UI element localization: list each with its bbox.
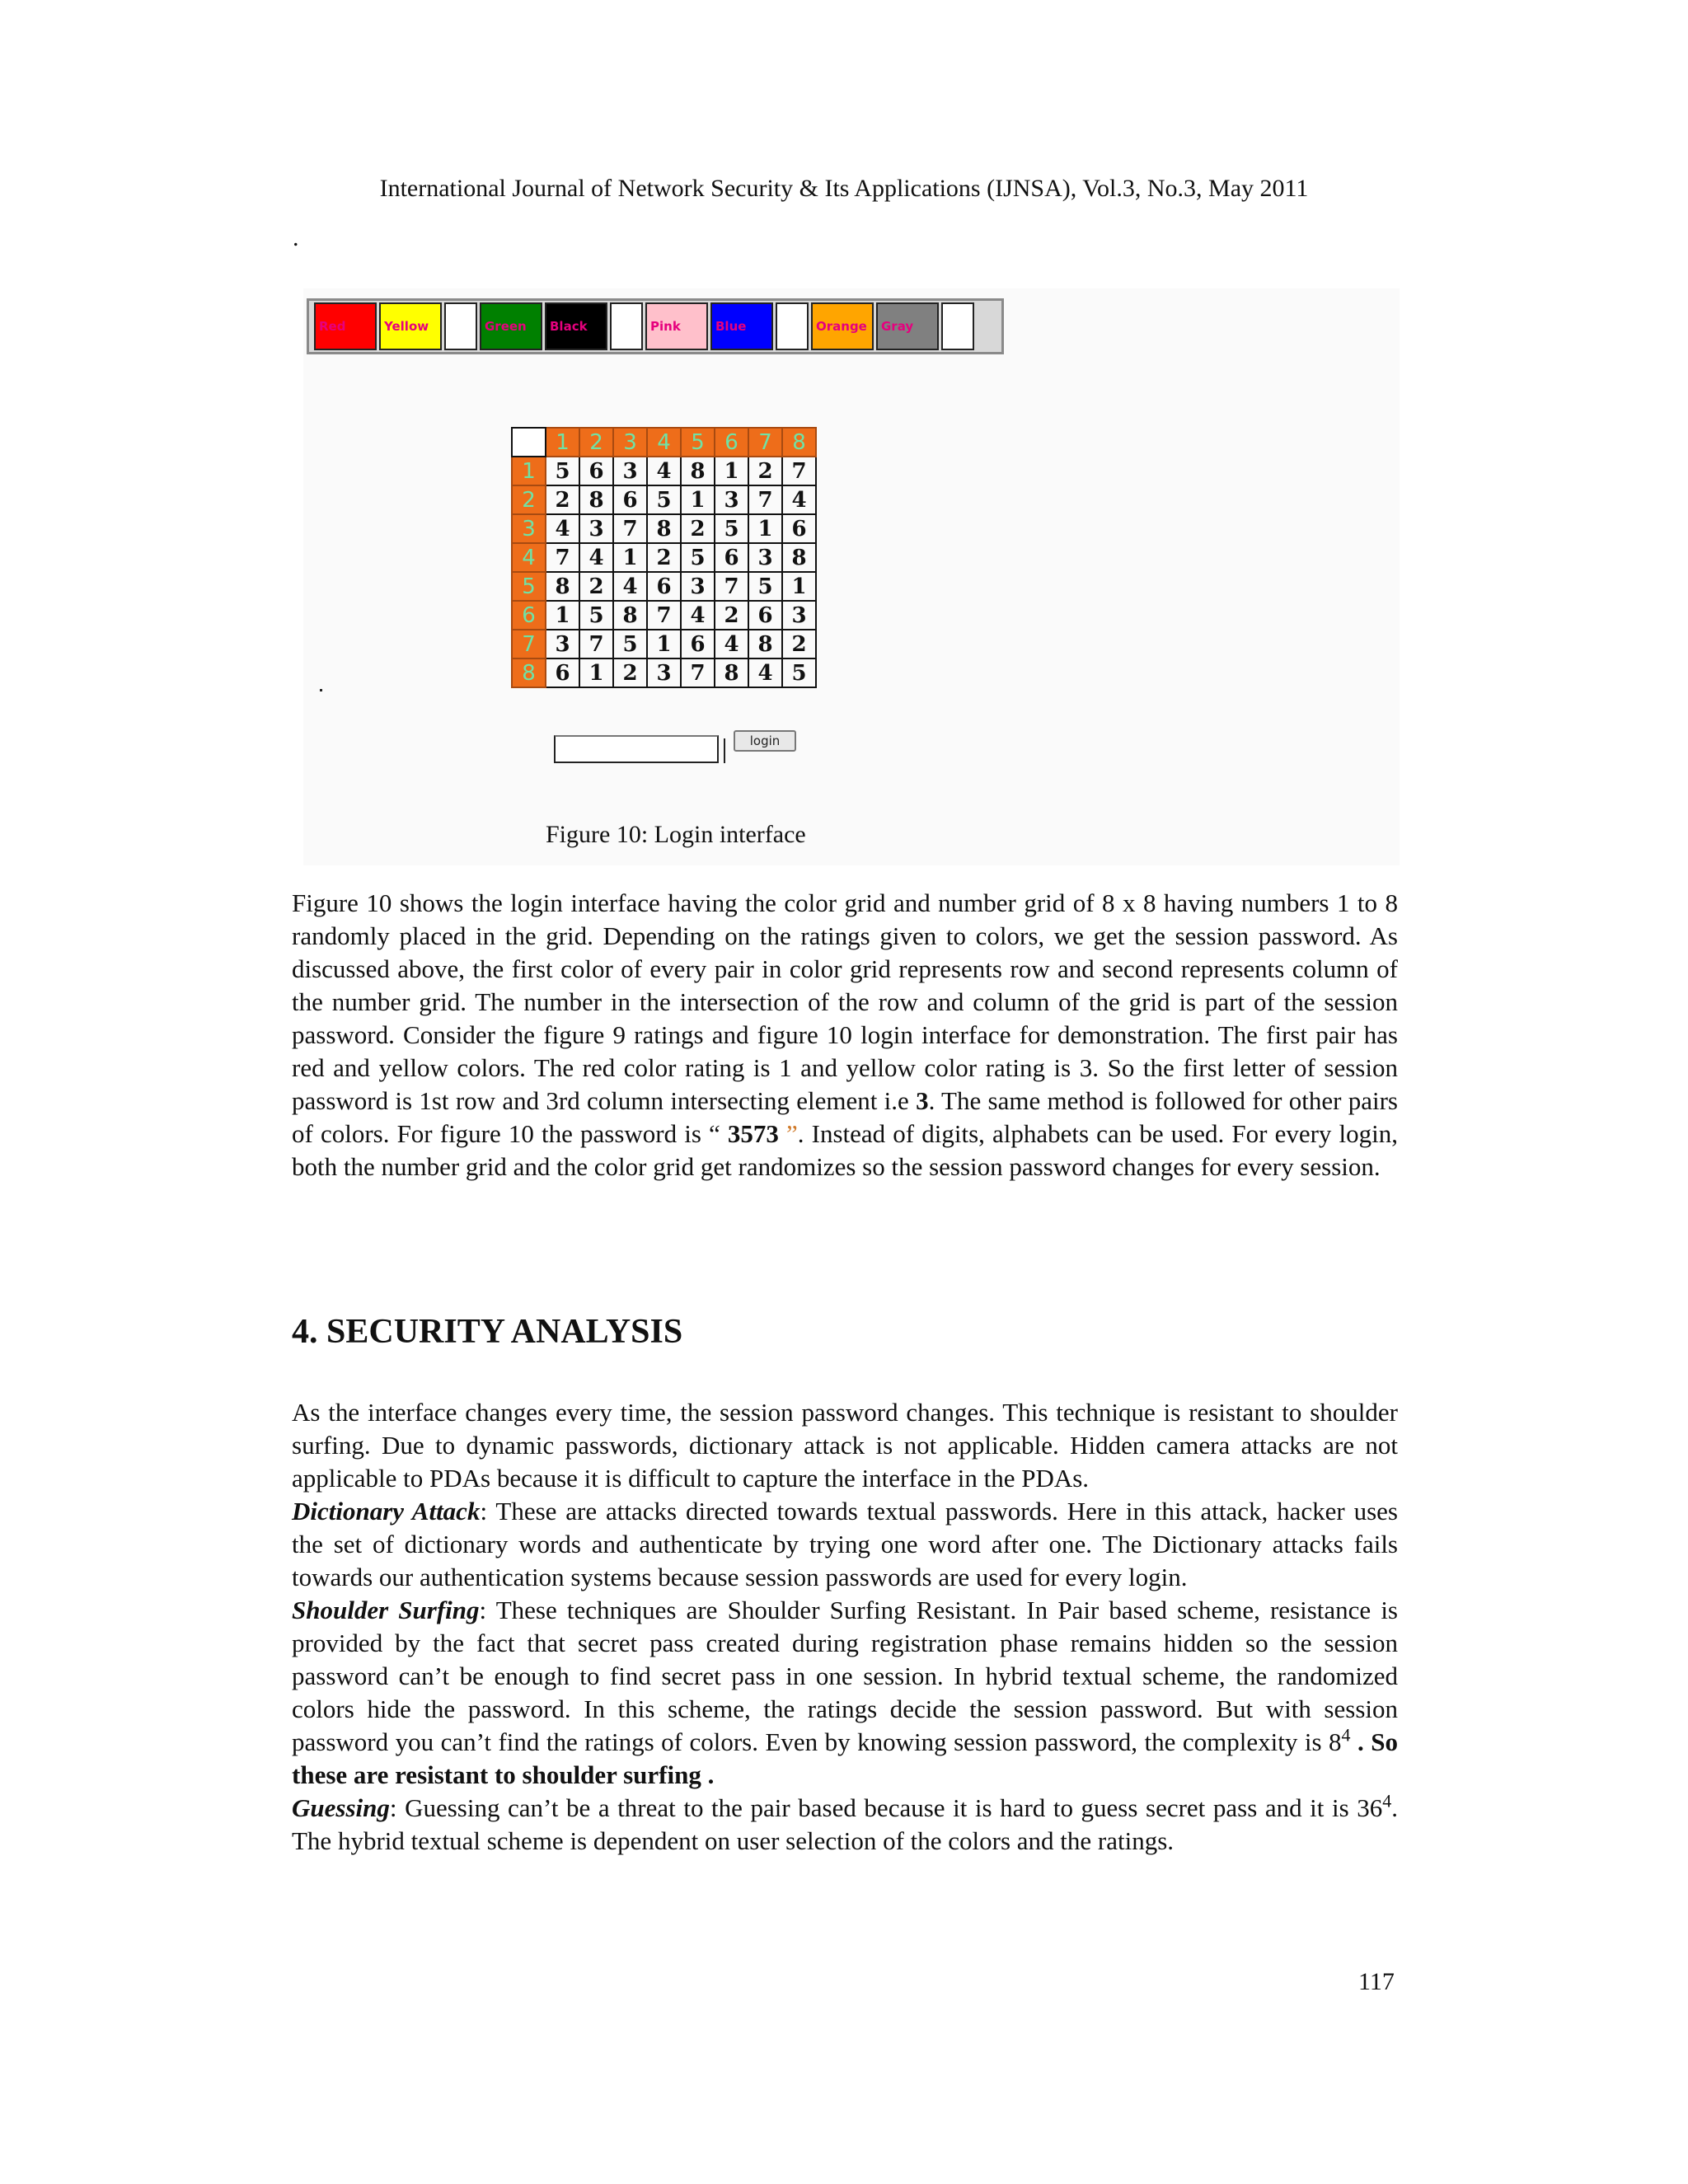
color-swatch-blank[interactable] [610,302,643,350]
grid-cell: 4 [647,457,681,485]
grid-cell: 3 [748,543,782,572]
security-intro: As the interface changes every time, the session password changes. This technique is resistant to shoulder surfing. Due to dynamic passwords, dictionary attack is not applicable. Hidden camera attacks are not applicable to PDAs because it is difficult to capture the interface in the PDAs. [292,1398,1398,1493]
grid-cell: 8 [748,630,782,658]
dictionary-attack-text: : These are attacks directed towards textual passwords. Here in this attack, hacker uses the set of dictionary words and authenticate by trying one word after one. The Dictionary attacks fails towards our authentication systems because session passwords are used for every login. [292,1497,1398,1591]
grid-row-header: 7 [512,630,546,658]
grid-cell: 1 [647,630,681,658]
grid-cell: 8 [613,601,647,630]
password-input[interactable] [554,735,719,763]
grid-cell: 7 [715,572,748,601]
example-password: 3573 [727,1119,779,1148]
grid-cell: 4 [715,630,748,658]
grid-cell: 1 [681,485,715,514]
grid-row-header: 5 [512,572,546,601]
grid-cell: 1 [782,572,816,601]
grid-cell: 2 [579,572,613,601]
grid-row-header: 1 [512,457,546,485]
figure-caption: Figure 10: Login interface [546,821,806,848]
grid-row-header: 4 [512,543,546,572]
grid-cell: 7 [546,543,579,572]
grid-cell: 7 [681,658,715,687]
color-swatch-blank[interactable] [776,302,809,350]
grid-cell: 8 [546,572,579,601]
grid-cell: 5 [681,543,715,572]
grid-col-header: 7 [748,428,782,457]
color-swatch-blue[interactable]: Blue [710,302,773,350]
stray-dot [320,689,322,691]
grid-cell: 2 [613,658,647,687]
grid-col-header: 6 [715,428,748,457]
grid-cell: 1 [546,601,579,630]
grid-cell: 5 [647,485,681,514]
grid-cell: 4 [681,601,715,630]
grid-cell: 6 [579,457,613,485]
grid-cell: 7 [579,630,613,658]
grid-cell: 2 [782,630,816,658]
input-caret [724,738,725,763]
grid-cell: 5 [715,514,748,543]
grid-cell: 4 [748,658,782,687]
grid-cell: 3 [782,601,816,630]
grid-cell: 6 [715,543,748,572]
para1-text-b: . The same method is followed for other pairs of colors. For figure 10 the password is “ [292,1086,1398,1148]
header-dot: . [293,224,299,251]
grid-col-header: 2 [579,428,613,457]
color-swatch-yellow[interactable]: Yellow [379,302,442,350]
grid-cell: 3 [715,485,748,514]
grid-cell: 5 [579,601,613,630]
color-swatch-blank[interactable] [444,302,477,350]
grid-cell: 8 [647,514,681,543]
grid-cell: 7 [782,457,816,485]
grid-corner [512,428,546,457]
grid-cell: 4 [579,543,613,572]
grid-cell: 2 [715,601,748,630]
section-heading: 4. SECURITY ANALYSIS [292,1313,683,1351]
para1-text-c: . Instead of digits, alphabets can be used. For every login, both the number grid and the color grid get randomizes so the session password changes for every session. [292,1119,1399,1181]
grid-cell: 8 [782,543,816,572]
guessing-end: . The hybrid textual scheme is dependent on user selection of the colors and the ratings. [292,1793,1398,1855]
page-number: 117 [1358,1968,1395,1995]
grid-cell: 8 [681,457,715,485]
grid-col-header: 8 [782,428,816,457]
grid-cell: 5 [782,658,816,687]
number-grid [511,427,817,688]
grid-cell: 2 [748,457,782,485]
grid-cell: 6 [647,572,681,601]
grid-cell: 3 [546,630,579,658]
grid-cell: 6 [748,601,782,630]
term-dictionary-attack: Dictionary Attack [292,1497,481,1526]
grid-cell: 1 [579,658,613,687]
grid-cell: 6 [613,485,647,514]
grid-cell: 1 [613,543,647,572]
color-swatch-pink[interactable]: Pink [645,302,708,350]
grid-col-header: 5 [681,428,715,457]
color-swatch-blank[interactable] [941,302,974,350]
grid-cell: 2 [681,514,715,543]
grid-col-header: 4 [647,428,681,457]
grid-cell: 7 [647,601,681,630]
color-swatch-black[interactable]: Black [545,302,607,350]
grid-cell: 1 [715,457,748,485]
grid-cell: 4 [546,514,579,543]
grid-cell: 5 [748,572,782,601]
grid-cell: 6 [681,630,715,658]
grid-cell: 3 [613,457,647,485]
login-button[interactable]: login [734,730,796,752]
grid-cell: 2 [546,485,579,514]
shoulder-surfing-end: . So these are resistant to shoulder surfing . [292,1727,1398,1789]
grid-row-header: 8 [512,658,546,687]
grid-row-header: 6 [512,601,546,630]
grid-cell: 7 [748,485,782,514]
color-swatch-green[interactable]: Green [480,302,542,350]
shoulder-surfing-text: : These techniques are Shoulder Surfing Resistant. In Pair based scheme, resistance is provided by the fact that secret pass created during registration phase remains hidden so the session password can’t be enough to find secret pass in one session. In hybrid textual scheme, the randomized colors hide the password. In this scheme, the ratings decide the session password. But with session password you can’t find the ratings of colors. Even by knowing session password, the complexity is 8 [292,1596,1398,1756]
paragraph-security-analysis [292,1396,1398,1858]
password-close-quote: ” [778,1119,798,1148]
grid-cell: 4 [613,572,647,601]
grid-cell: 6 [546,658,579,687]
grid-cell: 3 [579,514,613,543]
journal-header: International Journal of Network Security & Its Applications (IJNSA), Vol.3, No.3, May 2011 [379,175,1309,202]
grid-row-header: 2 [512,485,546,514]
grid-cell: 2 [647,543,681,572]
guessing-text: : Guessing can’t be a threat to the pair based because it is hard to guess secret pass and it is 36 [389,1793,1383,1822]
grid-cell: 5 [613,630,647,658]
figure-background [303,288,1400,865]
para1-bold-digit: 3 [916,1086,929,1115]
term-guessing: Guessing [292,1793,390,1822]
grid-col-header: 3 [613,428,647,457]
guessing-exponent: 4 [1382,1790,1392,1811]
grid-cell: 3 [681,572,715,601]
grid-col-header: 1 [546,428,579,457]
para1-text-a: Figure 10 shows the login interface having the color grid and number grid of 8 x 8 having numbers 1 to 8 randomly placed in the grid. Depending on the ratings given to colors, we get the session password. As discussed above, the first color of every pair in color grid represents row and second represents column of the number grid. The number in the intersection of the row and column of the grid is part of the session password. Consider the figure 9 ratings and figure 10 login interface for demonstration. The first pair has red and yellow colors. The red color rating is 1 and yellow color rating is 3. So the first letter of session password is 1st row and 3rd column intersecting element i.e [292,888,1398,1115]
grid-cell: 8 [715,658,748,687]
grid-cell: 1 [748,514,782,543]
color-swatch-red[interactable]: Red [314,302,377,350]
grid-cell: 5 [546,457,579,485]
grid-row-header: 3 [512,514,546,543]
color-swatch-orange[interactable]: Orange [811,302,874,350]
grid-cell: 8 [579,485,613,514]
shoulder-exponent: 4 [1341,1724,1351,1746]
grid-cell: 7 [613,514,647,543]
paragraph-figure-explanation [292,887,1398,1183]
grid-cell: 6 [782,514,816,543]
grid-cell: 4 [782,485,816,514]
color-grid-bar [307,298,1004,354]
grid-cell: 3 [647,658,681,687]
color-swatch-gray[interactable]: Gray [876,302,939,350]
term-shoulder-surfing: Shoulder Surfing [292,1596,480,1624]
